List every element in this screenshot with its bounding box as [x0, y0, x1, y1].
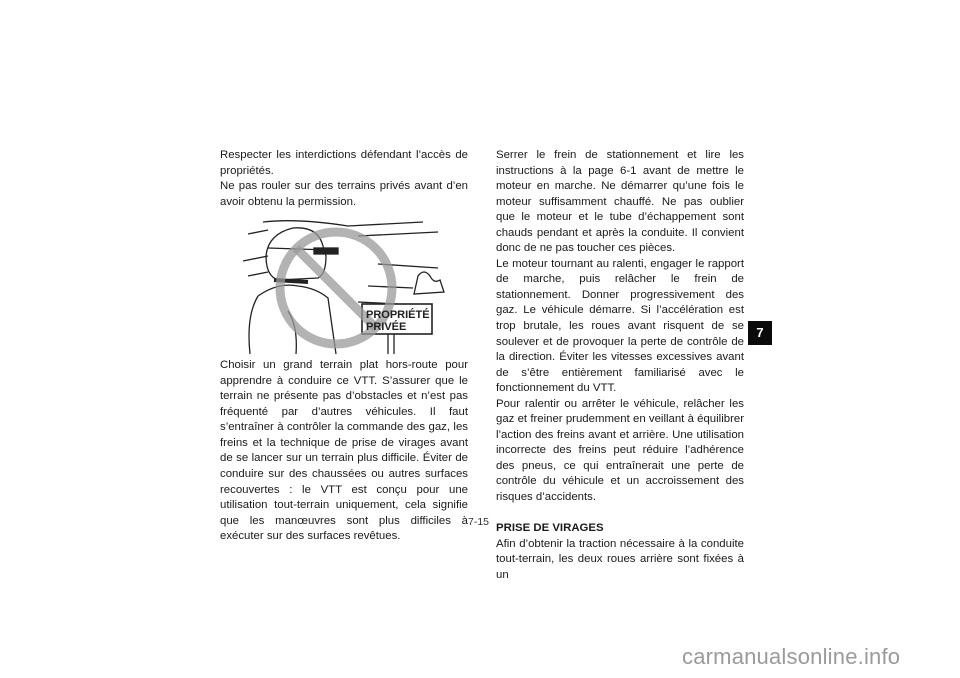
paragraph-start-engine: Serrer le frein de stationnement et lire les instructions à la page 6-1 avant de mettre le moteur en marche. Ne démarrer qu’une fois le moteur suffisamment chauffé. Ne pas oublier que le moteur et le tube d’échappement sont chauds pendant et après la conduite. Il convient donc de ne pas toucher ces pièces.: [496, 149, 744, 255]
paragraph-learning-terrain: Choisir un grand terrain plat hors-route pour apprendre à conduire ce VTT. S’assurer que le terrain ne présente pas d’obstacles et n’est pas fréquenté par d’autres véhicules. Il faut s’entraîner à contrôler la commande des gaz, les freins et la technique de prise de virages avant de se lancer sur un terrain plus difficile. Éviter de conduire sur des chaussées ou autres surfaces recouvertes : le VTT est conçu pour une utilisation tout-terrain uniquement, cela signifie que les manœuvres sont plus difficiles à exécuter sur des surfaces revêtues.: [220, 359, 468, 543]
paragraph-braking: Pour ralentir ou arrêter le véhicule, relâcher les gaz et freiner prudemment en veillant à équilibrer l’action des freins avant et arrière. Une utilisation incorrecte des freins peut réduire l’adhérence des pneus, ce qui entraînerait une perte de contrôle du véhicule et un accroissement des risques d’accidents.: [496, 397, 744, 504]
illustration-private-property: [220, 216, 468, 354]
right-column: [496, 148, 744, 583]
page-number: 7-15: [468, 516, 490, 528]
svg-text:PRIVÉE: PRIVÉE: [366, 321, 407, 334]
watermark: carmanualsonline.info: [682, 644, 901, 669]
section-heading-turning: PRISE DE VIRAGES: [496, 522, 604, 535]
paragraph-move-off: Le moteur tournant au ralenti, engager le rapport de marche, puis relâcher le frein de stationnement. Donner progressivement des gaz. Le véhicule démarre. Si l’accélération est trop brutale, les roues avant risquent de se soulever et de provoquer la perte de contrôle de la direction. Éviter les vitesses excessives avant de s’être entièrement familiarisé avec le fonctionnement du VTT.: [496, 257, 744, 395]
paragraph-turning-intro: Afin d’obtenir la traction nécessaire à la conduite tout-terrain, les deux roues arrière sont fixées à un: [496, 537, 744, 581]
paragraph-property-access: Respecter les interdictions défendant l’accès de propriétés.: [220, 149, 468, 177]
left-column: [220, 148, 468, 545]
rider-sign-illustration-icon: [238, 216, 448, 354]
paragraph-private-land: Ne pas rouler sur des terrains privés avant d’en avoir obtenu la permission.: [220, 180, 468, 208]
svg-text:PROPRIÉTÉ: PROPRIÉTÉ: [366, 309, 430, 322]
chapter-tab: 7: [748, 321, 772, 345]
